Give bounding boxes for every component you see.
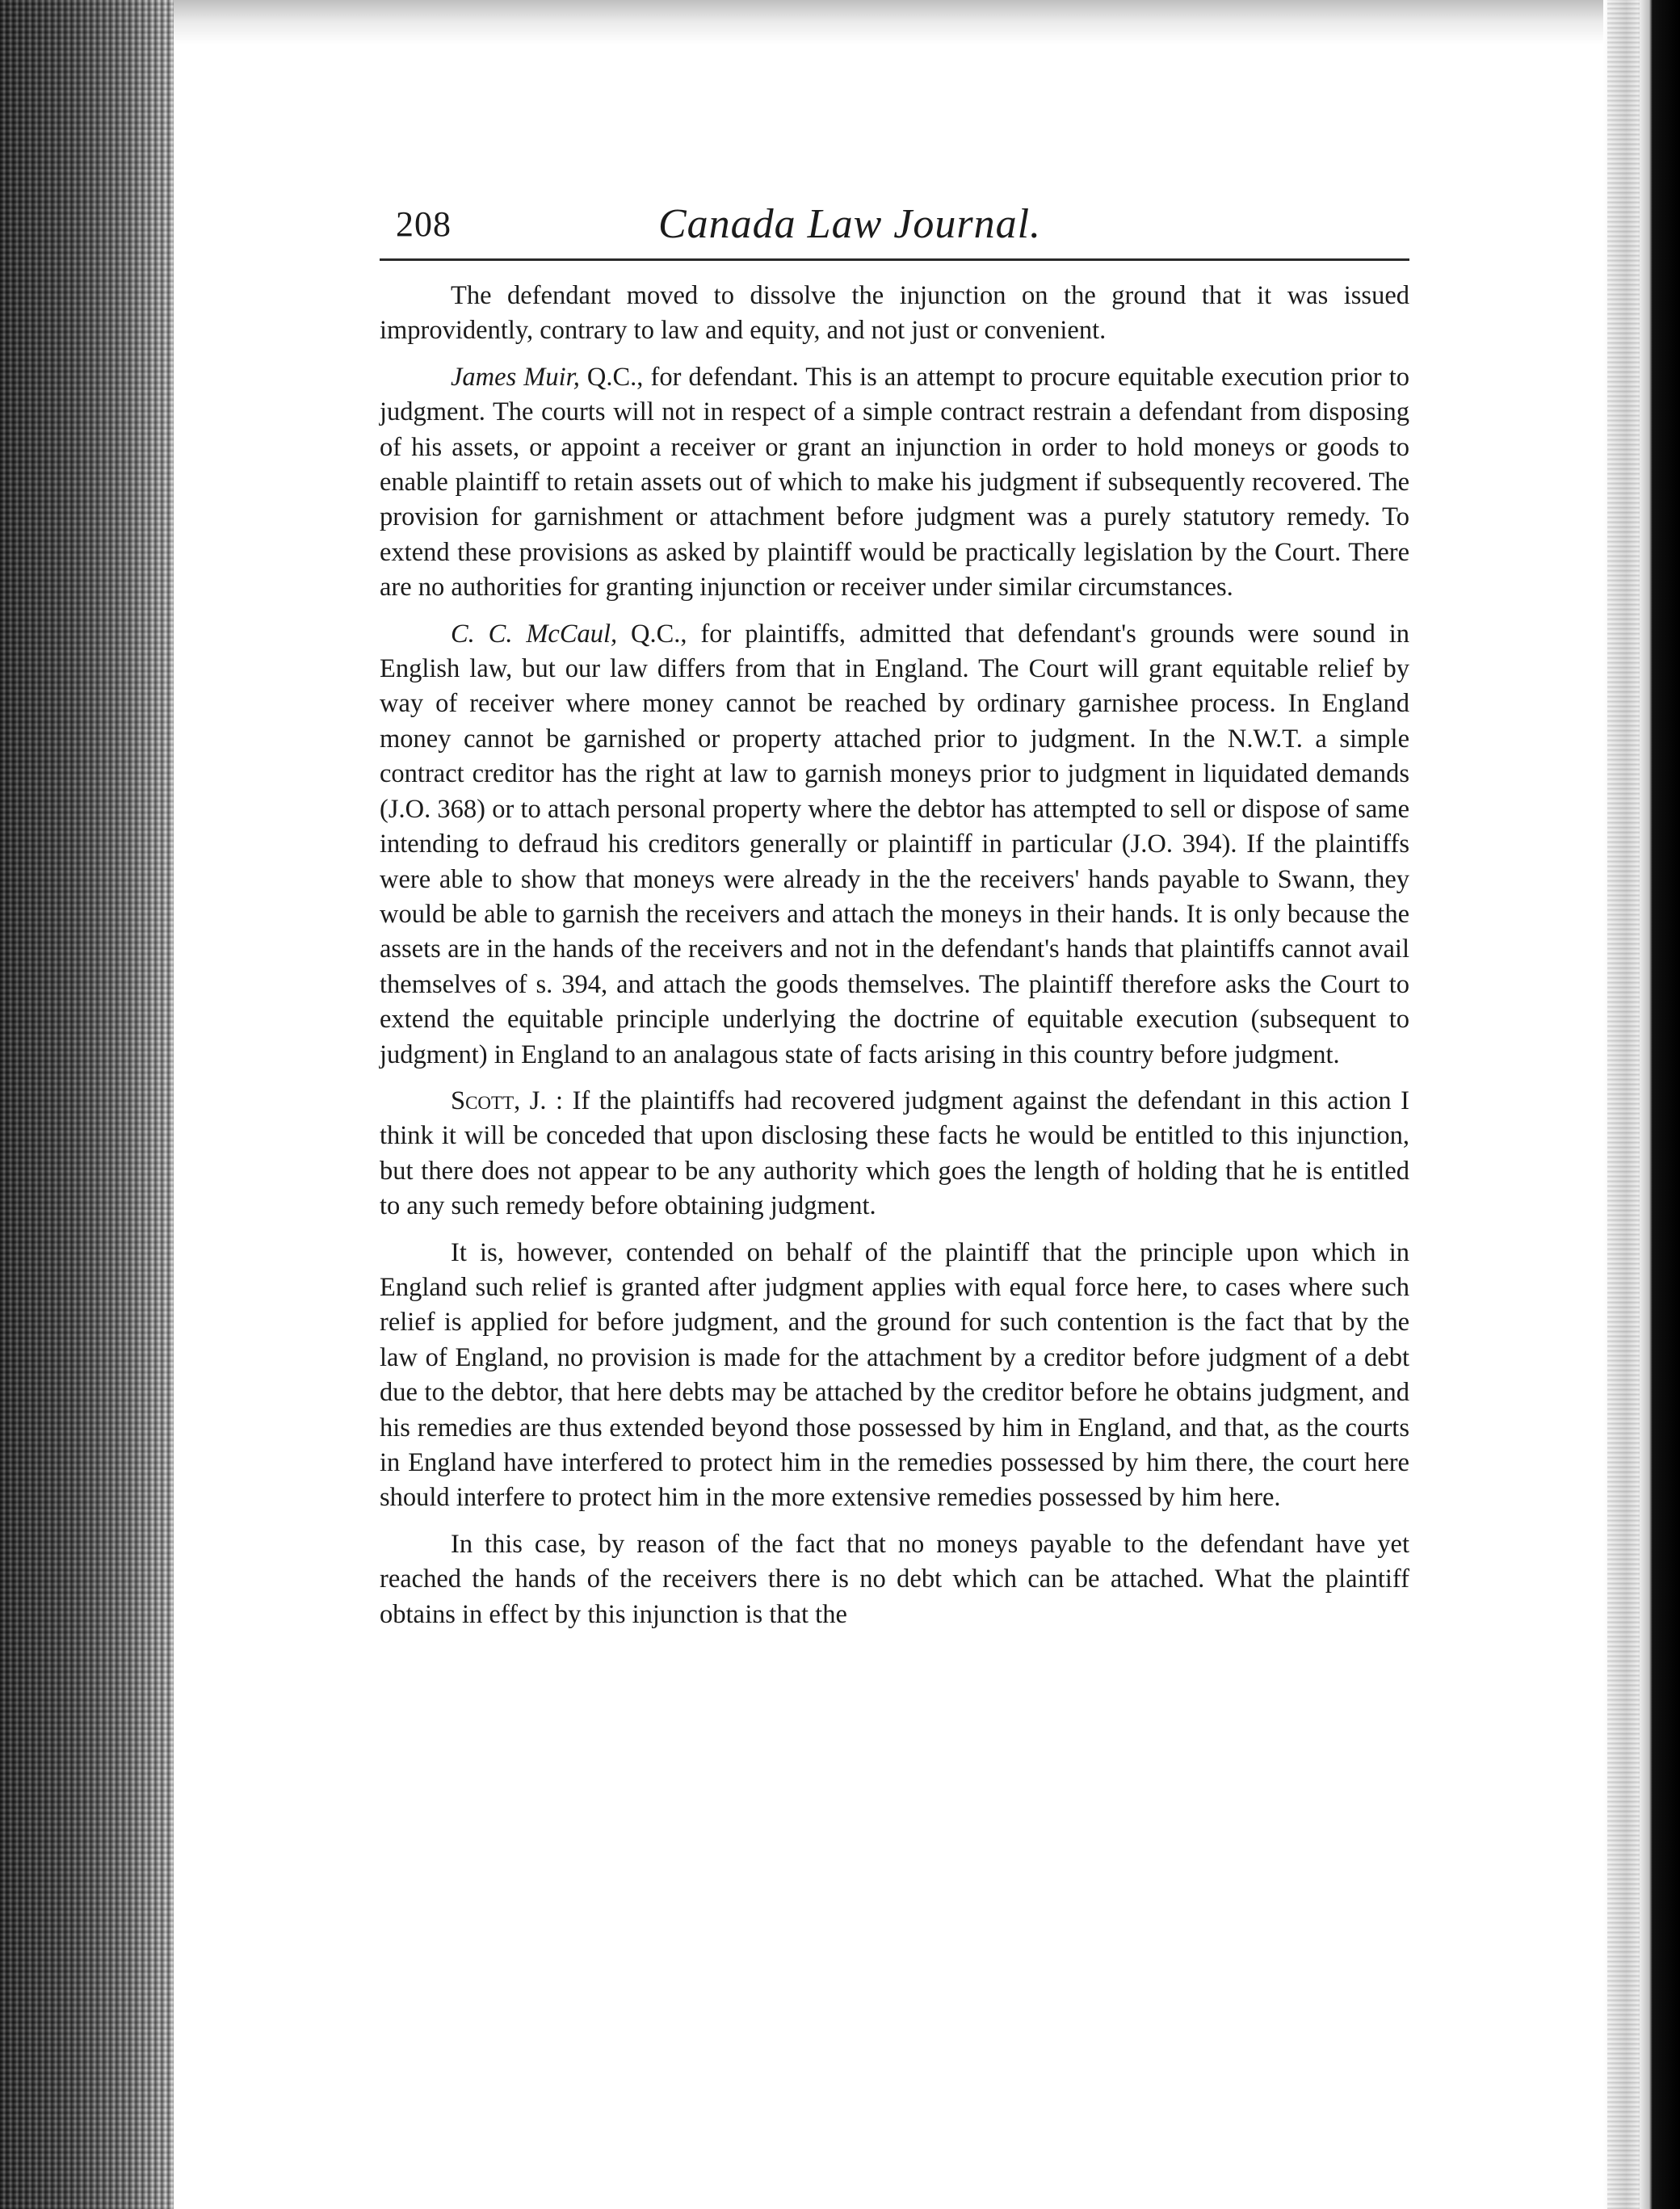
judge-name: Scott, J. : (451, 1086, 564, 1115)
paragraph-text: If the plaintiffs had recovered judgment against the defendant in this action I think it will be conceded that upon disclosing these facts he would be entitled to this injunction, but there does not appear to be any authority which goes the length of holding that he is entitled to any such remedy before obtaining judgment. (380, 1086, 1409, 1221)
paragraph-text: Q.C., for defendant. This is an attempt to procure equitable execution prior to judgment. The courts will not in respect of a simple contract restrain a defendant from disposing of his assets, or appoint a receiver or grant an injunction in order to hold moneys or goods to enable plaintiff to retain assets out of which to make his judgment if subsequently recovered. The provision for garnishment or attachment before judgment was a purely statutory remedy. To extend these provisions as asked by plaintiff would be practically legislation by the Court. There are no authorities for granting injunction or receiver under similar circumstances. (380, 362, 1409, 603)
paragraph-text: It is, however, contended on behalf of the plaintiff that the principle upon which in England such relief is granted after judgment applies with equal force here, to cases where such relief is applied for before judgment, and the ground for such contention is the fact that by the law of England, no provision is made for the attachment by a creditor before judgment of a debt due to the debtor, that here debts may be attached by the creditor before he obtains judgment, and his remedies are thus extended beyond those possessed by him in England, and that, as the courts in England have interfered to protect him in the remedies possessed by him there, the court here should interfere to protect him in the more extensive remedies possessed by him here. (380, 1237, 1409, 1513)
paragraph-text: The defendant moved to dissolve the injunction on the ground that it was issued improvidently, contrary to law and equity, and not just or convenient. (380, 281, 1409, 346)
paragraph-text: Q.C., for plaintiffs, admitted that defendant's grounds were sound in English law, but our law differs from that in England. The Court will grant equitable relief by way of receiver where money cannot be reached by ordinary garnishee process. In England money cannot be garnished or property attached prior to judgment. In the N.W.T. a simple contract creditor has the right at law to garnish moneys prior to judgment in liquidated demands (J.O. 368) or to attach personal property where the debtor has attempted to sell or dispose of same intending to defraud his creditors generally or plaintiff in particular (J.O. 394). If the plaintiffs were able to show that moneys were already in the the receivers' hands payable to Swann, they would be able to garnish the receivers and attach the moneys in their hands. It is only because the assets are in the hands of the receivers and not in the defendant's hands that plaintiffs cannot avail themselves of s. 394, and attach the goods themselves. The plaintiff therefore asks the Court to extend the equitable principle underlying the doctrine of equitable execution (subsequent to judgment) in England to an analagous state of facts arising in this country before judgment. (380, 619, 1409, 1069)
paragraph-contention (380, 1236, 1409, 1516)
paragraph-motion (380, 279, 1409, 349)
journal-title: Canada Law Journal. (658, 201, 1042, 247)
paragraph-text: In this case, by reason of the fact that no moneys payable to the defendant have yet reached the hands of the receivers there is no debt which can be attached. What the plaintiff obtains in effect by this injunction is that the (380, 1529, 1409, 1629)
body-text (380, 279, 1409, 1632)
counsel-name: James Muir, (451, 362, 580, 392)
paragraph-defendant-counsel (380, 360, 1409, 606)
paragraph-judgment (380, 1084, 1409, 1224)
scan-left-edge (0, 0, 174, 2209)
running-head (380, 194, 1409, 261)
paragraph-conclusion (380, 1527, 1409, 1632)
paragraph-plaintiff-counsel (380, 617, 1409, 1073)
scan-right-speckle (1607, 0, 1640, 2209)
page-number: 208 (396, 204, 452, 244)
scan-top-shadow (174, 0, 1603, 44)
counsel-name: C. C. McCaul, (451, 619, 618, 649)
journal-page (380, 194, 1409, 1644)
